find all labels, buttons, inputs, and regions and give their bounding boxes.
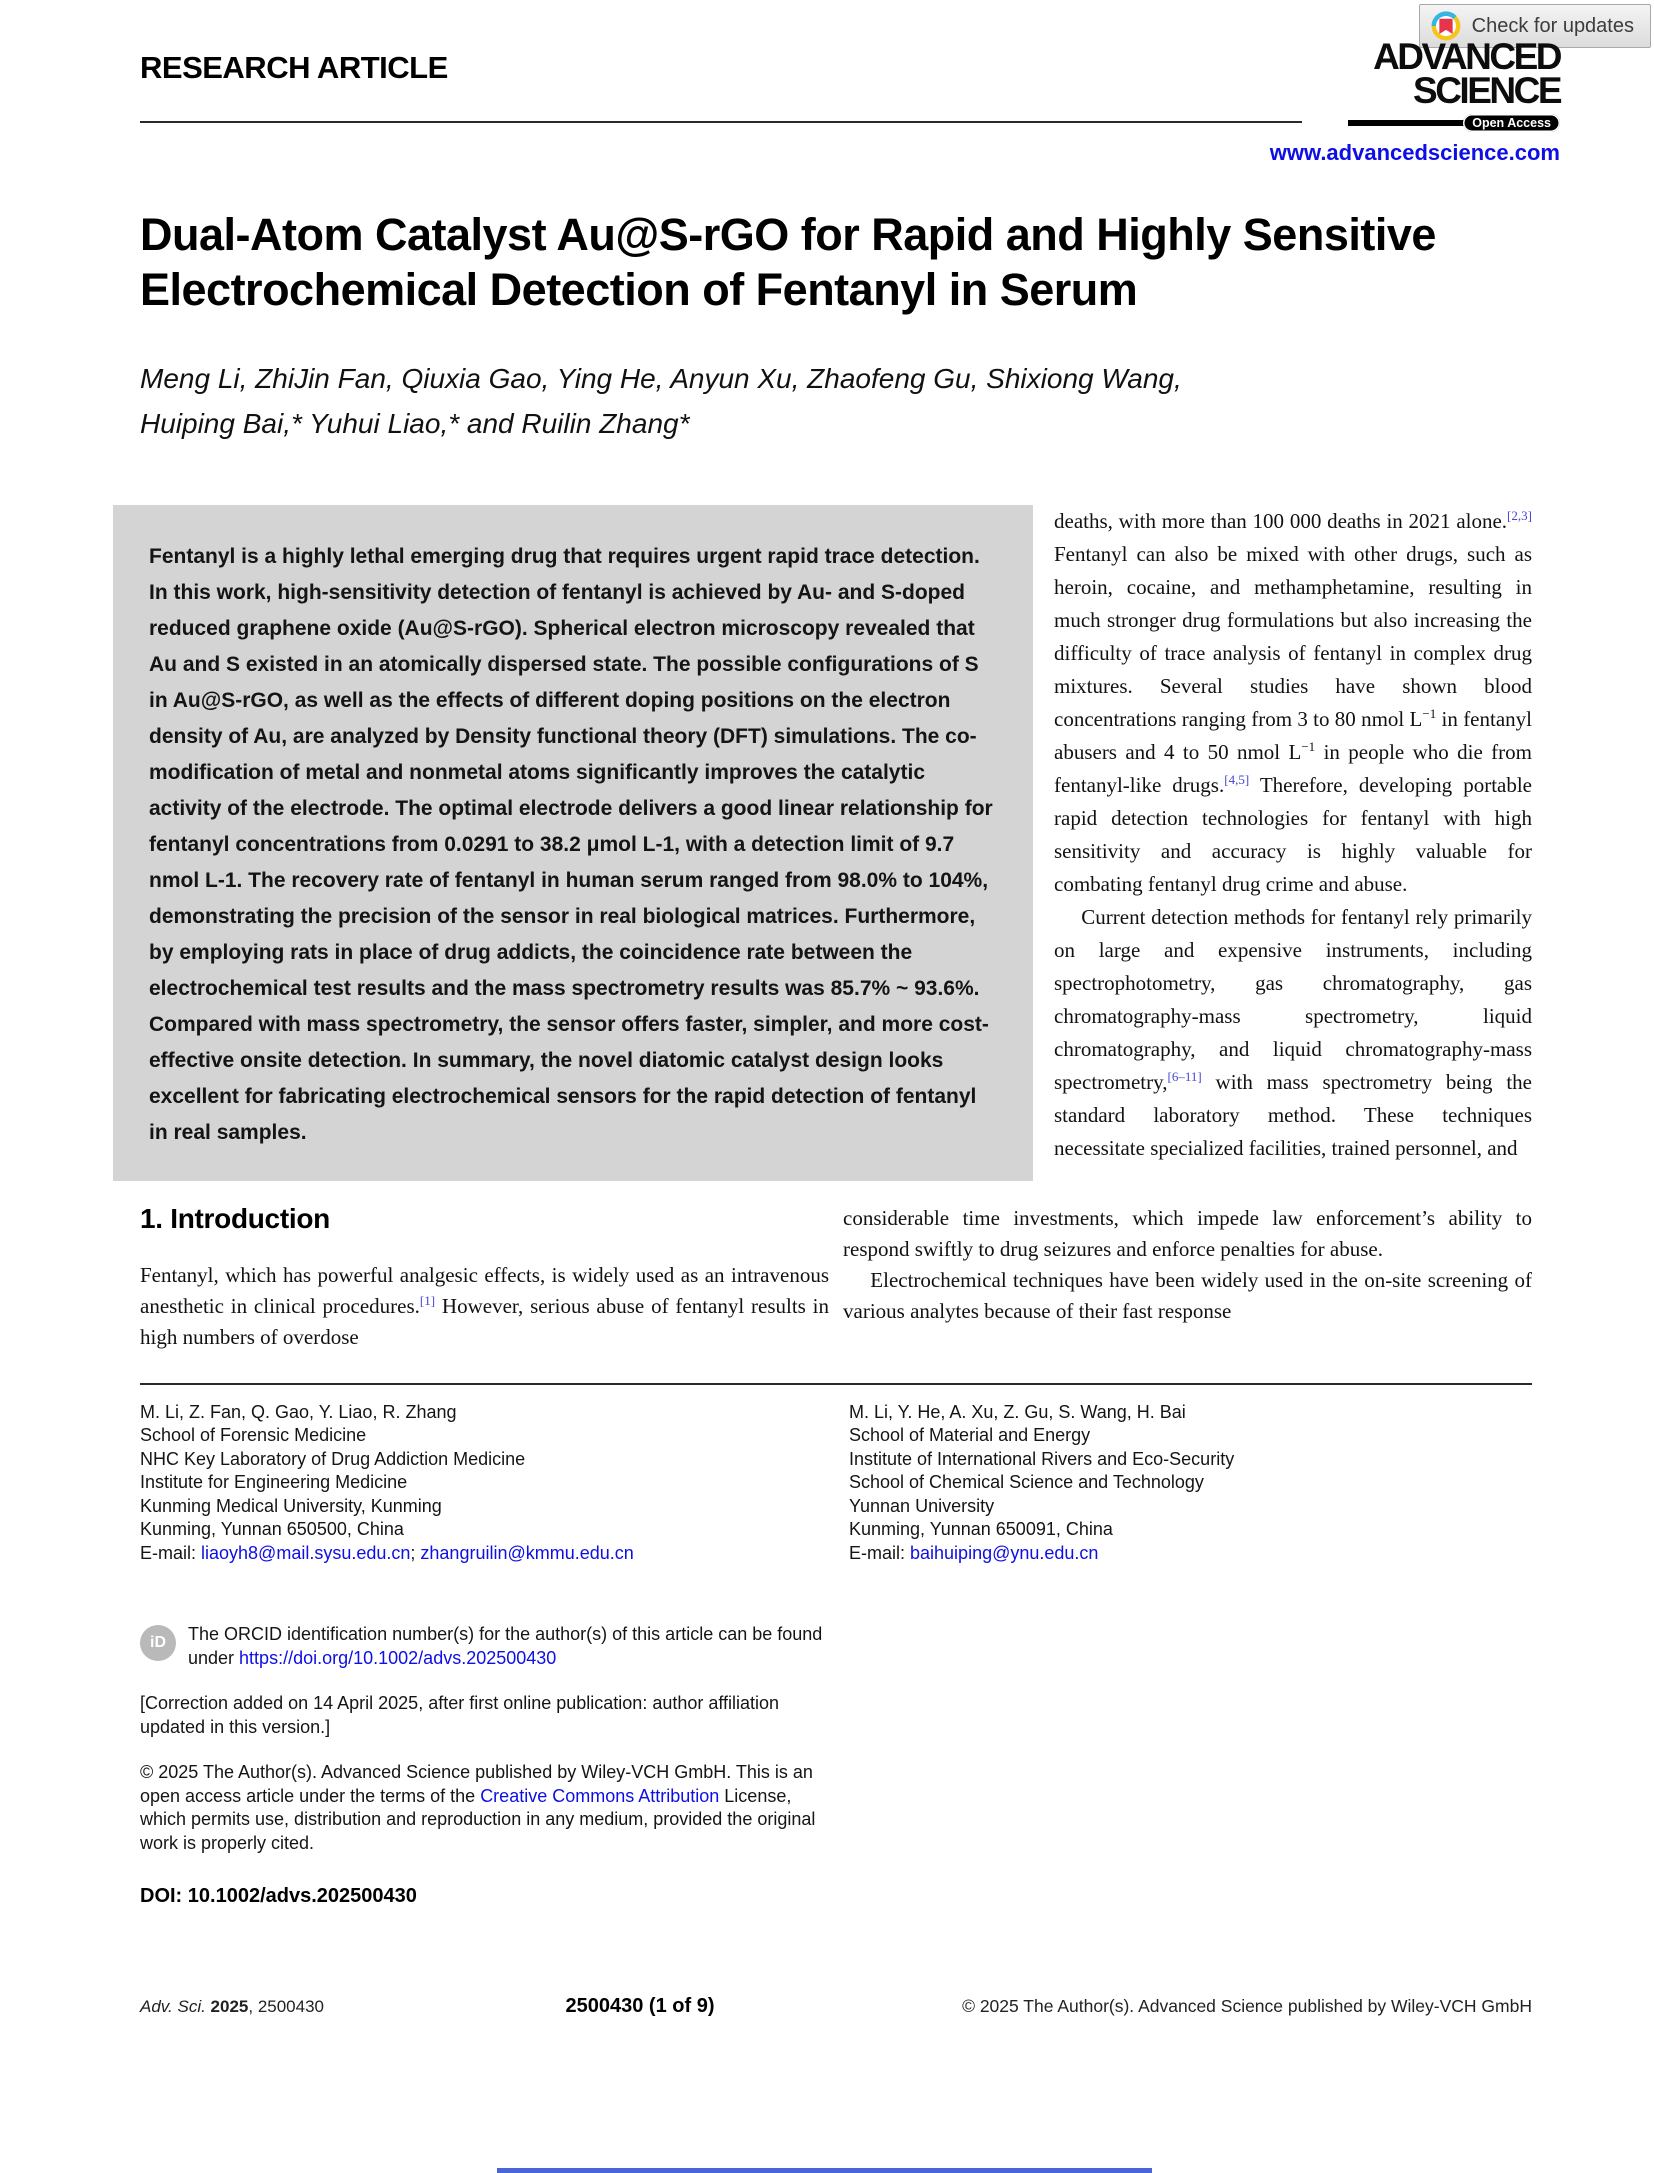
journal-name-line1: ADVANCED (1373, 36, 1560, 77)
link[interactable]: zhangruilin@kmmu.edu.cn (420, 1542, 634, 1563)
affiliation-line: Institute for Engineering Medicine (140, 1472, 408, 1492)
paragraph (1054, 505, 1532, 901)
text-segment: © 2025 The Author(s). Advanced Science published by Wiley-VCH GmbH. This is an open access article under the terms of the (140, 1762, 813, 1806)
citation-ref: [4,5] (1224, 771, 1250, 787)
text-segment: Electrochemical techniques have been widely used in the on-site screening of various analytes because of their fast response (843, 1267, 1532, 1323)
text-segment: Therefore, developing portable rapid detection technologies for fentanyl with high sensitivity and accuracy is highly valuable for combating fentanyl drug crime and abuse. (1054, 772, 1533, 896)
copyright-note (140, 1761, 823, 1855)
affiliation-line: NHC Key Laboratory of Drug Addiction Medicine (140, 1448, 526, 1469)
affiliation-block-2 (849, 1401, 1532, 1566)
text-segment: in fentanyl abusers and 4 to 50 nmol L (1054, 706, 1532, 764)
text-segment: License, which permits use, distribution and reproduction in any medium, provided the original work is properly cited. (140, 1785, 816, 1853)
doi-line: DOI: 10.1002/advs.202500430 (140, 1885, 417, 1907)
orcid-note-row (140, 1623, 823, 1670)
correction-note: [Correction added on 14 April 2025, after first online publication: author affiliation updated in this version.] (140, 1693, 780, 1737)
journal-logo (1348, 36, 1560, 132)
link[interactable]: Creative Commons Attribution (480, 1785, 720, 1806)
link[interactable]: liaoyh8@mail.sysu.edu.cn (201, 1542, 411, 1563)
citation-ref: [6–11] (1167, 1068, 1202, 1084)
text-segment: in people who die from fentanyl-like drugs. (1054, 739, 1532, 797)
affiliation-line: School of Chemical Science and Technology (849, 1472, 1204, 1492)
author-list: Meng Li, ZhiJin Fan, Qiuxia Gao, Ying He, Anyun Xu, Zhaofeng Gu, Shixiong Wang, Huiping Bai,* Yuhui Liao,* and Ruilin Zhang* (140, 362, 1182, 440)
footnote-columns (140, 1401, 1532, 1909)
check-for-updates-label: Check for updates (1471, 14, 1634, 37)
citation-ref: [2,3] (1507, 507, 1532, 523)
open-access-badge: Open Access (1463, 114, 1560, 132)
affiliation-line: Yunnan University (849, 1495, 995, 1516)
journal-website-link[interactable]: www.advancedscience.com (1269, 140, 1560, 165)
text-segment: The ORCID identification number(s) for the author(s) of this article can be found under (188, 1624, 823, 1668)
affiliation-line: Institute of International Rivers and Eco-Security (849, 1448, 1235, 1469)
affiliation-line: M. Li, Z. Fan, Q. Gao, Y. Liao, R. Zhang (140, 1401, 457, 1422)
email-line (140, 1542, 823, 1566)
link[interactable]: baihuiping@ynu.edu.cn (910, 1542, 1099, 1563)
text-italic: Adv. Sci. (140, 1996, 211, 2016)
text-segment: Current detection methods for fentanyl rely primarily on large and expensive instruments, including spectrophotometry, gas chromatography, gas chromatography-mass spectrometry, liquid chromatography, and liquid chromatography-mass spectrometry, (1054, 904, 1532, 1094)
affiliation-block-1 (140, 1401, 823, 1566)
affiliation-line: Kunming Medical University, Kunming (140, 1495, 442, 1516)
footer-copyright: © 2025 The Author(s). Advanced Science published by Wiley-VCH GmbH (962, 1995, 1532, 2016)
paragraph (843, 1203, 1532, 1265)
text-segment: However, serious abuse of fentanyl results in high numbers of overdose (140, 1293, 829, 1349)
page-number: 2500430 (1 of 9) (565, 1994, 715, 2017)
text-segment: Fentanyl, which has powerful analgesic effects, is widely used as an intravenous anesthetic in clinical procedures. (140, 1262, 829, 1318)
paragraph (140, 1260, 829, 1353)
affiliation-line: School of Material and Energy (849, 1425, 1091, 1445)
footnote-right-column (849, 1401, 1532, 1909)
top-columns (140, 505, 1532, 1181)
text-segment: E-mail: (849, 1542, 911, 1563)
article-type-label: RESEARCH ARTICLE (140, 50, 448, 85)
footnote-divider (140, 1383, 1532, 1385)
text-bold: 2025 (210, 1996, 249, 2016)
orcid-icon: iD (140, 1625, 176, 1661)
link[interactable]: https://doi.org/10.1002/advs.202500430 (239, 1647, 557, 1668)
text-segment: considerable time investments, which impede law enforcement’s ability to respond swiftly to drug seizures and enforce penalties for abuse. (843, 1205, 1532, 1261)
paragraph (843, 1265, 1532, 1327)
affiliation-line: School of Forensic Medicine (140, 1425, 367, 1445)
text-segment: deaths, with more than 100 000 deaths in 2021 alone. (1054, 508, 1508, 533)
section-heading-introduction: 1. Introduction (140, 1202, 330, 1234)
paragraph (1054, 901, 1532, 1165)
journal-name-line2: SCIENCE (1413, 70, 1560, 112)
intro-left-column (140, 1203, 829, 1353)
text-segment: , 2500430 (248, 1996, 325, 2016)
bottom-columns (140, 1203, 1532, 1353)
abstract-box (113, 505, 1033, 1181)
page-footer (140, 1995, 1532, 2018)
article-title: Dual-Atom Catalyst Au@S-rGO for Rapid and Highly Sensitive Electrochemical Detection of Fentanyl in Serum (140, 209, 1436, 315)
orcid-note (188, 1623, 823, 1670)
page-bottom-edge (497, 2168, 1152, 2173)
text-segment: ; (410, 1542, 421, 1563)
email-line (849, 1542, 1532, 1566)
logo-bar (1348, 120, 1468, 126)
header (0, 0, 1654, 182)
affiliation-line: Kunming, Yunnan 650091, China (849, 1519, 1113, 1539)
citation-ref: [1] (419, 1292, 436, 1308)
content (0, 208, 1654, 2018)
text-segment: Fentanyl can also be mixed with other drugs, such as heroin, cocaine, and methamphetamine, resulting in much stronger drug formulations but also increasing the difficulty of trace analysis of fentanyl in complex drug mixtures. Several studies have shown blood concentrations ranging from 3 to 80 nmol L (1054, 541, 1532, 731)
journal-citation (140, 1997, 470, 2017)
affiliation-line: M. Li, Y. He, A. Xu, Z. Gu, S. Wang, H. Bai (849, 1401, 1186, 1422)
header-divider (140, 121, 1302, 123)
abstract-text: Fentanyl is a highly lethal emerging drug that requires urgent rapid trace detection. In this work, high-sensitivity detection of fentanyl is achieved by Au- and S-doped reduced graphene oxide (Au@S-rGO). Spherical electron microscopy revealed that Au and S existed in an atomically dispersed state. The possible configurations of S in Au@S-rGO, as well as the effects of different doping positions on the electron density of Au, are analyzed by Density functional theory (DFT) simulations. The co-modification of metal and nonmetal atoms significantly improves the catalytic activity of the electrode. The optimal electrode delivers a good linear relationship for fentanyl concentrations from 0.0291 to 38.2 μmol L-1, with a detection limit of 9.7 nmol L-1. The recovery rate of fentanyl in human serum ranged from 98.0% to 104%, demonstrating the precision of the sensor in real biological matrices. Furthermore, by employing rats in place of drug addicts, the coincidence rate between the electrochemical test results and the mass spectrometry results was 85.7% ~ 93.6%. Compared with mass spectrometry, the sensor offers faster, simpler, and more cost-effective onsite detection. In summary, the novel diatomic catalyst design looks excellent for fabricating electrochemical sensors for the rapid detection of fentanyl in real samples. (149, 544, 993, 1144)
superscript: −1 (1422, 705, 1437, 721)
intro-right-column (1054, 505, 1532, 1181)
superscript: −1 (1301, 738, 1316, 754)
intro-right-bottom-column (843, 1203, 1532, 1353)
text-segment: with mass spectrometry being the standard laboratory method. These techniques necessitate specialized facilities, trained personnel, and (1054, 1069, 1532, 1160)
footnote-left-column (140, 1401, 823, 1909)
affiliation-line: Kunming, Yunnan 650500, China (140, 1519, 404, 1539)
text-segment: E-mail: (140, 1542, 202, 1563)
